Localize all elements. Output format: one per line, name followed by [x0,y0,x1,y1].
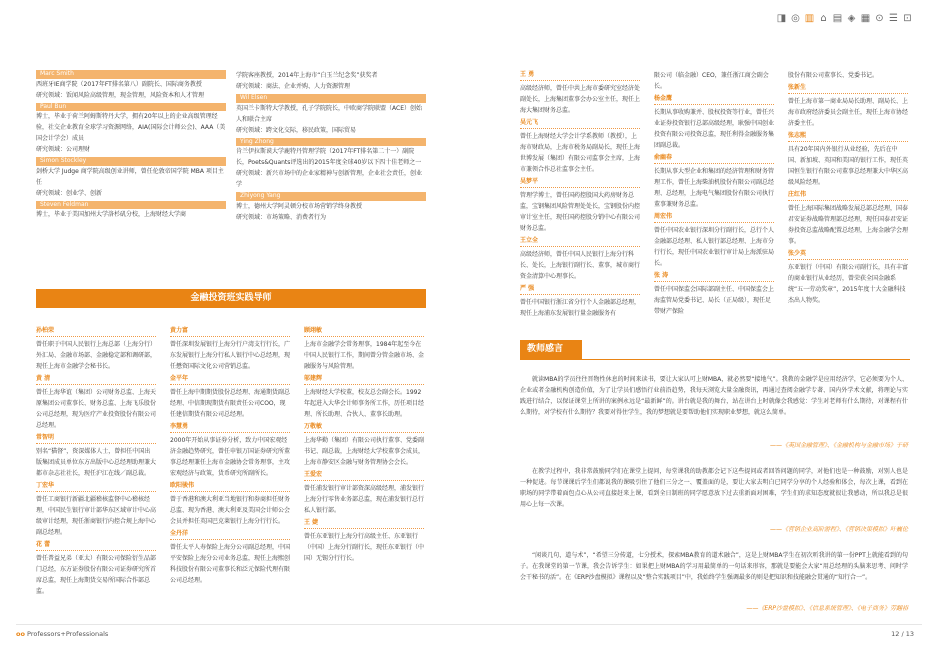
profile-text: 英国兰卡斯特大学教授，孔子学院院长，中欧商学院联盟（ACE）创始人和联合主席 [236,104,422,123]
profile-name: 张新生 [788,84,807,91]
name-divider [304,336,424,337]
profile-name: Steven Feldman [36,201,226,210]
profile-entry [304,374,424,420]
profile-name: Ying Zhong [236,138,426,147]
profile-text: 曾任上海市第一商业局局长助理、副局长、上海市政府经济委员会副主任，现任上海市协经济委主任。 [788,98,908,127]
profile-name: 俞幽春 [654,154,673,161]
quote-3-cite: ——《ERP沙盘模拟》、《信息系统管理》、《电子商务》劳翻裕 [746,605,908,612]
profile-entry [654,70,774,92]
profile-text: 管理学博士，曾任国药控股国大药房财务总监，宝钢集团风险管理处处长，宝钢股份内控审计室主任，现任国药控股分销中心有限公司财务总监。 [520,192,640,232]
profile-entry [236,70,426,92]
name-divider [654,104,774,105]
profile-name: Zhiyong Yang [236,192,426,201]
profile-entry [36,481,156,538]
name-divider [520,294,640,295]
profile-text: 曾任中国农业银行深圳分行副行长，总行个人金融部总经理、私人银行部总经理、上海市分行行长，现任中国农业银行审计局上海派驻局长。 [654,227,774,267]
profile-text: 高级经济师，曾任中共上海市委研究室经济处副处长，上海集团董事会办公室主任，现任上海大集团财务总监。 [520,85,640,114]
profile-entry [520,236,640,282]
name-divider [520,246,640,247]
mentor-column-1 [36,326,156,616]
footer-rule [16,624,922,625]
profile-text: 剑桥大学 Judge 商学院高级创业讲师，曾任伦敦帝国学院 MBA 项目主任 [36,167,224,186]
profile-text: 西班牙IE商学院（2017年FT排名第八）副院长、国际商务教授 [36,80,202,88]
mentor-column-6 [788,70,908,340]
book-icon[interactable]: ▤ [832,13,843,24]
profile-entry [520,118,640,175]
profile-text: 曾任中国银行浙江省分行个人金融部总经理，现任上海浦东发展银行量金融服务有 [520,299,640,317]
profile-entry [654,212,774,269]
profile-entry [236,94,426,136]
mentor-column-4 [520,70,640,340]
profile-entry [654,153,774,210]
profile-entry [36,433,156,479]
profile-name: 万敬敏 [304,423,323,430]
section-title-quotes: 教师感言 [520,340,582,359]
profile-text: 曾任上海华谊（集团）公司财务总监、上海天原集团公司董事长、财务总监、上海飞乐股份公司总经理，现为医疗产业投资股份有限公司总经理。 [36,389,156,429]
profile-name: 欧阳骏伟 [170,482,195,489]
profile-text: 曾任上海财经大学会计学系教师（教授），上海市财政局，上海市税务局副局长，现任上海世博发展（集团）有限公司监事会主席，上海市兼领合作总社监事会主任。 [520,133,640,173]
profile-entry [304,518,424,564]
profile-text: 博士，毕业于荷兰阿姆斯特丹大学，拥有20年以上的企业高级管理经验，社交企业教育全球学习资源网络，AIA(国际会计师公会)、AAA（美国会计学会）成员 [36,113,226,142]
profile-text: 博士，德州大学阿灵顿分校市场营销学终身教授 [236,202,363,210]
name-divider [36,491,156,492]
doc-icon[interactable]: ▦ [860,13,871,24]
quote-2-cite: ——《营销企业高阶游程》、《营销决策模拟》叶巍伦 [769,526,908,533]
search-icon[interactable]: ⊙ [875,13,884,24]
name-divider [520,187,640,188]
profile-entry [36,326,156,372]
profile-entry [36,70,226,101]
profile-entry [304,422,424,468]
profile-entry [170,481,290,527]
profile-name: 常智明 [36,434,55,441]
mentor-column-3 [304,326,424,616]
faculty-column-2 [236,70,426,270]
profile-name: 丁宏华 [36,482,55,489]
profile-name: 王立全 [520,237,539,244]
name-divider [304,528,424,529]
profile-name: 花 蕾 [36,541,51,548]
name-divider [170,432,290,433]
name-divider [170,336,290,337]
name-divider [520,128,640,129]
profile-name: 庄红伟 [788,191,807,198]
name-divider [304,432,424,433]
name-divider [170,384,290,385]
expand-icon[interactable]: ⊡ [903,13,912,24]
prev-page-icon[interactable]: ◨ [776,13,787,24]
name-divider [654,222,774,223]
profile-entry [170,529,290,586]
profile-entry [236,192,426,223]
profile-name: 周宏伟 [654,213,673,220]
name-divider [654,163,774,164]
profile-entry [520,70,640,116]
name-divider [654,281,774,282]
profile-entry [36,157,226,199]
profile-entry [236,138,426,191]
profile-entry [36,374,156,431]
page-number: 12 / 13 [891,630,914,638]
profile-entry [788,70,908,81]
profile-text: 高级经济师，曾任中国人民银行上海分行科长、处长，上海银行副行长、董事，城市商行资金清算中心理事长。 [520,251,640,280]
grid-icon[interactable]: ▥ [804,13,815,24]
profile-text: 长期从事收购兼并、股权投资等行业，曾任兴业证券投资银行总部高级经理，耿强中国创业投资有限公司投资总监，现任利得金融服务集团副总裁。 [654,109,774,149]
footer-brand-text: Professors+Professionals [27,630,109,638]
profile-entry [520,284,640,319]
name-divider [36,443,156,444]
footer-brand [16,630,108,638]
profile-name: 王 婕 [304,519,319,526]
profile-entry [170,374,290,420]
cube-icon[interactable]: ◈ [847,13,856,24]
name-divider [170,491,290,492]
name-divider [36,336,156,337]
profile-entry [788,83,908,129]
name-divider [788,93,908,94]
name-divider [788,259,908,260]
quote-3-text: “闲谈几句，道与术”，“希望三分传道，七分授术，探索MBA教育的道术融合”，这是上财MBA学生在初次听我讲的第一份PPT上就能看到的句子。在我课堂的第一节课，我会告诉学生：如果把上财MBA的学习用最简单的一句话来形容，那就是要能会大家“用总经理的头脑来思考、问时学会干秘书的活”。在《ERP沙盘模拟》课程以及“整合实践项目”中，我始终学生强调最多的则是把知识和技能融会贯通的“知行合一”。 [520,552,908,581]
name-divider [36,384,156,385]
section-title-rule [520,359,910,360]
profile-text: 研究领域：创业学、创新 [36,189,103,197]
profile-text: 别名“猫督”，资深媒体人士，曾担任中国出版集团成员单位东方出版中心总经理助理兼大都市杂志社社长，现任沪江在线／副总裁。 [36,448,156,477]
profile-name: 孙柏荣 [36,327,55,334]
name-divider [520,80,640,81]
profile-text: 研究领域：饭闻风险高级管理，现金管理，风险资本和人才管理 [36,91,205,99]
profile-text: 上海财经大学校董，校友总会副会长。1992年起进入大华会计师事务所工作，历任项目经理、所长助理、合伙人、董事长助理。 [304,389,424,418]
profile-text: 限公司（临金融）CEO，兼任浙江商会副会长。 [654,72,769,90]
profile-text: 曾任浦发银行审计部资深高级经理，浦发银行上海分行零售业务部总监，现在浦发银行总行私人银行部。 [304,485,424,514]
profile-text: 曾于香港和澳大利亚当地银行和券商担任财务总监、现为香港、澳大利亚及美国会计师公会会员并担任英国巴克莱银行上海分行行长。 [170,496,290,525]
profile-name: 王爱宏 [304,471,323,478]
profile-name: Wil Elsen [236,94,426,103]
profile-entry [654,271,774,317]
name-divider [788,141,908,142]
profile-entry [304,326,424,372]
profile-name: 金平年 [170,375,189,382]
toolbar [775,12,914,25]
section-title-mentors: 金融投资班实践导师 [36,289,426,308]
profile-name: 严 强 [520,285,535,292]
profile-name: 张志熙 [788,132,807,139]
profile-text: 研究领域：新兴市场中的企业家精神与创新管理，企业社会责任，创业学 [236,170,423,188]
profile-entry [36,540,156,597]
profile-entry [36,103,226,156]
profile-text: 研究领域：跨文化交际，移民政策，国际贸易 [236,126,357,134]
mentor-column-2 [170,326,290,616]
profile-name: 李慧勇 [170,423,189,430]
profile-text: 上海华勤（集团）有限公司执行董事、党委副书记、副总裁，上海财经大学校董事会成员，上海市静安区金融与财务管理协会会长。 [304,437,424,466]
profile-text: 学院客座教授，2014年上海市“白玉兰纪念奖”获奖者 [236,72,378,79]
profile-name: 黄 清 [36,375,51,382]
profile-text: 研究领域：公司理财 [36,146,91,153]
profile-name: Simon Stockley [36,157,226,166]
name-divider [36,550,156,551]
profile-text: 博士，毕业于美国加州大学洛杉矶分校，上海财经大学商 [36,211,187,218]
profile-entry [788,190,908,247]
profile-name: Paul Bun [36,103,226,112]
footer-logo: oo [16,630,25,638]
profile-text: 曾任中国保监会国际部副主任、中国保监会上海监管局党委书记、局长（正局级），现任足带财产保险 [654,286,774,315]
profile-entry [36,201,226,221]
profile-name: 顾翊敏 [304,327,323,334]
profile-entry [170,326,290,372]
profile-name: 张 涛 [654,272,669,279]
profile-text: 曾任太平人寿保险上海分公司副总经理，中国平安保险上海分公司业务总监，现任上海熙创科技股份有限公司董事长和泛元保险代理有限公司总经理。 [170,544,290,584]
profile-text: 曾任上海中期期货股份总经理、海通期货副总经理、中信期现期货有限责任公司COO，现任建信期货有限公司总经理。 [170,389,290,418]
profile-text: 东亚银行（中国）有限公司副行长，具有丰富的商业银行从业经历，曾荣获全国金融系统“五一劳动奖章”，2015年度十大金融科技杰出人物奖。 [788,264,908,304]
profile-text: 曾任职于中国人民银行上海总部（上海分行）外汇局、金融市场部、金融稳定部和调研部，现任上海市金融学会秘书长。 [36,341,156,370]
profile-entry [788,131,908,188]
target-icon[interactable]: ◎ [791,13,800,24]
profile-name: 吴元飞 [520,119,539,126]
profile-text: 肯兰伊拉斯谟大学鹿特丹管理学院（2017年FT排名第二十一）副院长，Poets&Quants评选出的2015年度全球40岁以下四十佳老师之一 [236,148,422,166]
profile-text: 具有20年国内外银行从业经验，先后在中国、新加坡、英国和美国的银行工作，现任英国恒生银行有限公司董事总经理兼大中华区高级风险经理。 [788,146,908,186]
profile-text: 曾任东亚银行上海分行高级主任、东亚银行（中国）上海分行副行长，现任东亚银行（中国）无锡分行行长。 [304,533,424,562]
faculty-column-1 [36,70,226,270]
list-icon[interactable]: ☰ [889,13,898,24]
name-divider [304,480,424,481]
profile-text: 曾任工商银行新疆北疆稽核监督中心稽核经理，中国民生银行审计部华东区域审计中心高级审计经理，现任浙商银行内控合规上海中心副总经理。 [36,496,156,536]
profile-text: 上海市金融学会常务理事，1984年起至今在中国人民银行工作，期间曾分管金融市场、金融服务与风险管理。 [304,341,424,370]
profile-text: 股份有限公司董事长、党委书记。 [788,72,879,79]
profile-entry [654,94,774,151]
profile-name: 黄力富 [170,327,189,334]
profile-text: 长期从事大型企业和集团的经济管理和财务管理工作，曾任上海柴油机股份有限公司副总经理、总经理，上海电气集团股份有限公司执行董事兼财务总监。 [654,168,774,208]
name-divider [170,539,290,540]
profile-name: 杨金鹰 [654,95,673,102]
profile-name: 王 勇 [520,71,535,78]
home-icon[interactable]: ⌂ [820,13,827,24]
profile-text: 2000年开始从事证券分析，致力中国宏观经济金融趋势研究，曾任申银万国证券研究所董事总经理兼任上海市金融协会常务理事，主攻宏观经济与政策，货币研究所副所长。 [170,437,290,477]
profile-text: 研究领域：商法、企业并购、人力资源管理 [236,83,351,90]
name-divider [304,384,424,385]
profile-entry [520,177,640,234]
quote-1-cite: ——《英国金融管理》、《金融机构与金融市场》于研 [769,442,908,449]
quote-2-text: 在教学过程中，我非常鼓励同学们在课堂上提问，每堂课我的助教都会记下这些提问或者回答问题的同学，对他们也是一种鼓励，对别人也是一种促进。每节课课后学生们都说我的课吸引住了他们三分之一、覆盖面的是，要让大家去明白已同学分享的个人经验和体会，每次上课，看到在职场的同学带着面包点心从公司直接赶来上课，看到全日制班的同学愿意放下过去重新面对困难，学生们的求知态度就很让我感动，所以我总是很用心上每一次课。 [520,468,908,508]
profile-text: 研究领域：市场策略、消费者行为 [236,213,327,221]
profile-name: 全丹洋 [170,530,189,537]
profile-text: 曾任普益兄弟（亚太）有限公司保险衍生品部门总经，东方证券股份有限公司证券研究所首席总监，现任上海期货交易所国际合作部总监。 [36,555,156,595]
quote-1-text: 就读MBA的学员往往晋物性休息的时间来读书，要让大家认可上财MBA，就必然要“接地气”。我教的金融学是应用经济学，它必须要为个人、企业或者金融机构创造价值，为了让学员们感悟行业前沿趋势，我每天浏览大量金融资讯，再通过查阅金融学专著、国内外学术文献，将理论与实践进行结合，以保证课堂上所讲的案例永远是“最新鲜”的。讲台就是我的舞台，站在讲台上时就像会我感觉：学生对老师有什么期待，对课程有什么期待，对学校有什么期待？我要对得住学生，我的梦想就是要帮助他们实现职业梦想，就这么简单。 [520,376,908,416]
name-divider [788,200,908,201]
mentor-column-5 [654,70,774,340]
profile-text: 曾任上海国际集团战略发展总部总经理，国泰君安证券战略管理部总经理，现任国泰君安证券投资总监战略配置总经理，上海金融学会理事。 [788,205,908,245]
profile-text: 曾任深圳发展银行上海分行户湾支行行长，广东发展银行上海分行私人银行中心总经理，现任懋资国际文化公司营销总监。 [170,341,290,370]
profile-name: 邬建辉 [304,375,323,382]
profile-name: 吴梦平 [520,178,539,185]
profile-name: Marc Smith [36,70,226,79]
profile-entry [788,249,908,306]
profile-entry [304,470,424,516]
profile-entry [170,422,290,479]
profile-name: 张少英 [788,250,807,257]
